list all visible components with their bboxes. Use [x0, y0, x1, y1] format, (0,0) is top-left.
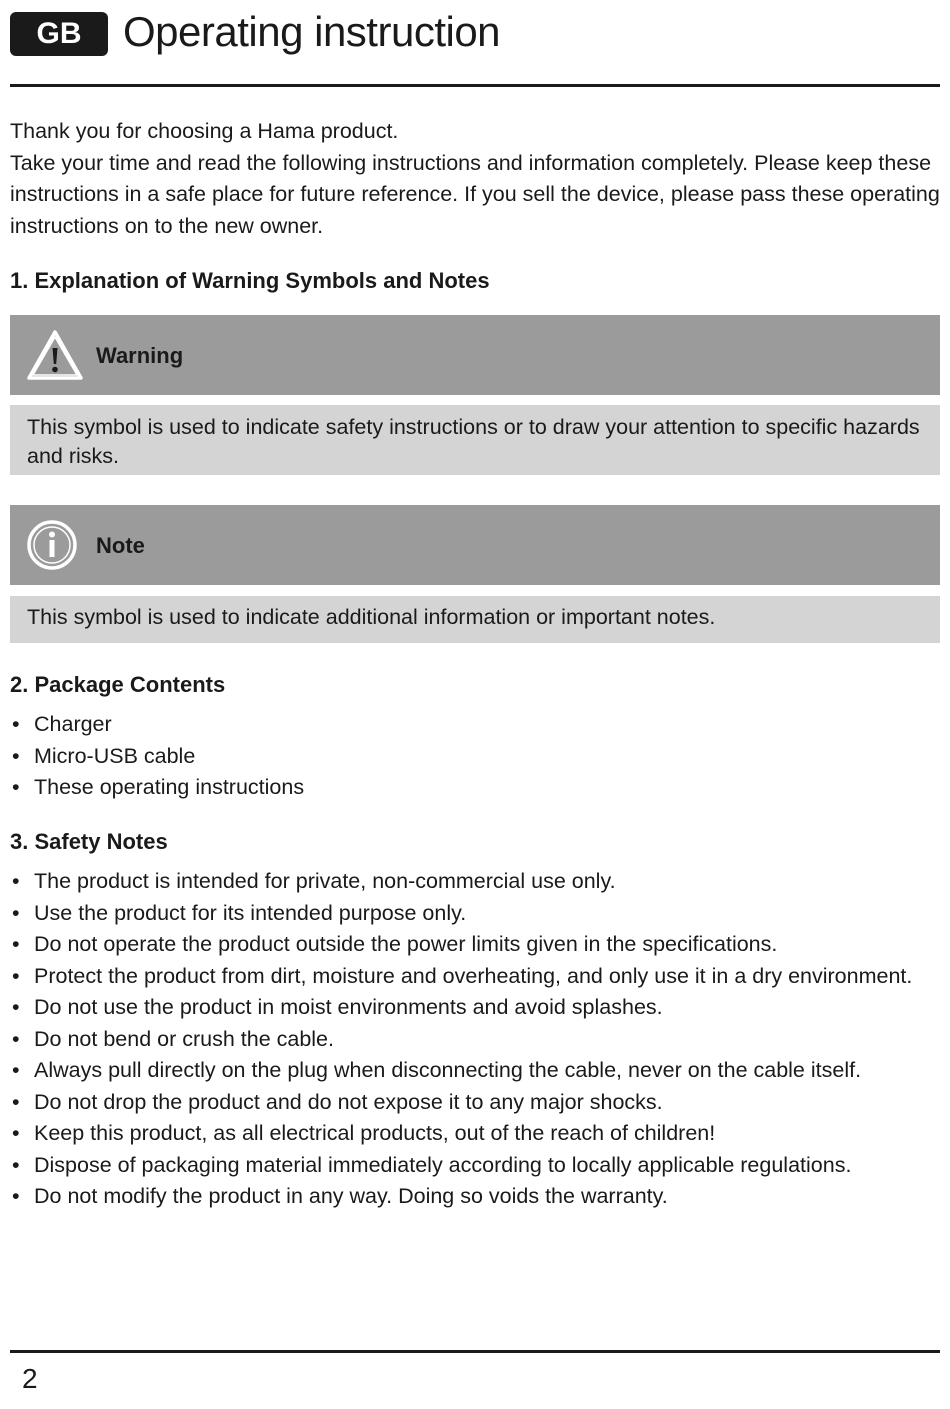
header-divider: [10, 84, 940, 87]
section-heading-package-contents: 2. Package Contents: [10, 672, 226, 697]
intro-line-2: Take your time and read the following instructions and information completely. Please keep these instructions in a safe place for future reference. If you sell the device, please pass these operating instructions on to the new owner.: [10, 150, 940, 238]
list-item: • The product is intended for private, non-commercial use only.: [10, 866, 940, 898]
list-item: • Use the product for its intended purpose only.: [10, 898, 940, 930]
list-item: • Keep this product, as all electrical products, out of the reach of children!: [10, 1118, 940, 1150]
page-title: Operating instruction: [123, 8, 501, 55]
note-description: This symbol is used to indicate additional information or important notes.: [10, 596, 940, 643]
language-badge: GB: [10, 12, 108, 56]
footer-divider: [10, 1350, 940, 1353]
page-number: 2: [22, 1363, 38, 1394]
intro-line-1: Thank you for choosing a Hama product.: [10, 119, 399, 143]
package-contents-list: [10, 709, 940, 804]
page-header: [10, 10, 940, 66]
list-item: • Charger: [10, 709, 940, 741]
warning-label: Warning: [96, 343, 184, 368]
list-item: • Protect the product from dirt, moisture and overheating, and only use it in a dry environment.: [10, 961, 940, 993]
list-item: • Do not operate the product outside the power limits given in the specifications.: [10, 929, 940, 961]
section-heading-safety-notes: 3. Safety Notes: [10, 829, 168, 854]
note-header-box: [10, 505, 940, 585]
safety-notes-list: [10, 866, 940, 1213]
list-item: • These operating instructions: [10, 772, 940, 804]
warning-header-box: [10, 315, 940, 395]
warning-description: This symbol is used to indicate safety instructions or to draw your attention to specific hazards and risks.: [10, 405, 940, 475]
list-item: • Do not bend or crush the cable.: [10, 1024, 940, 1056]
info-circle-icon: [26, 519, 84, 571]
note-label: Note: [96, 533, 145, 558]
list-item: • Always pull directly on the plug when disconnecting the cable, never on the cable itself.: [10, 1055, 940, 1087]
list-item: • Do not use the product in moist environments and avoid splashes.: [10, 992, 940, 1024]
list-item: • Do not modify the product in any way. Doing so voids the warranty.: [10, 1181, 940, 1213]
intro-text: [10, 116, 940, 242]
section-heading-warning-symbols: 1. Explanation of Warning Symbols and Notes: [10, 268, 490, 293]
list-item: • Micro-USB cable: [10, 741, 940, 773]
warning-triangle-icon: [26, 329, 84, 381]
list-item: • Dispose of packaging material immediately according to locally applicable regulations.: [10, 1150, 940, 1182]
list-item: • Do not drop the product and do not expose it to any major shocks.: [10, 1087, 940, 1119]
